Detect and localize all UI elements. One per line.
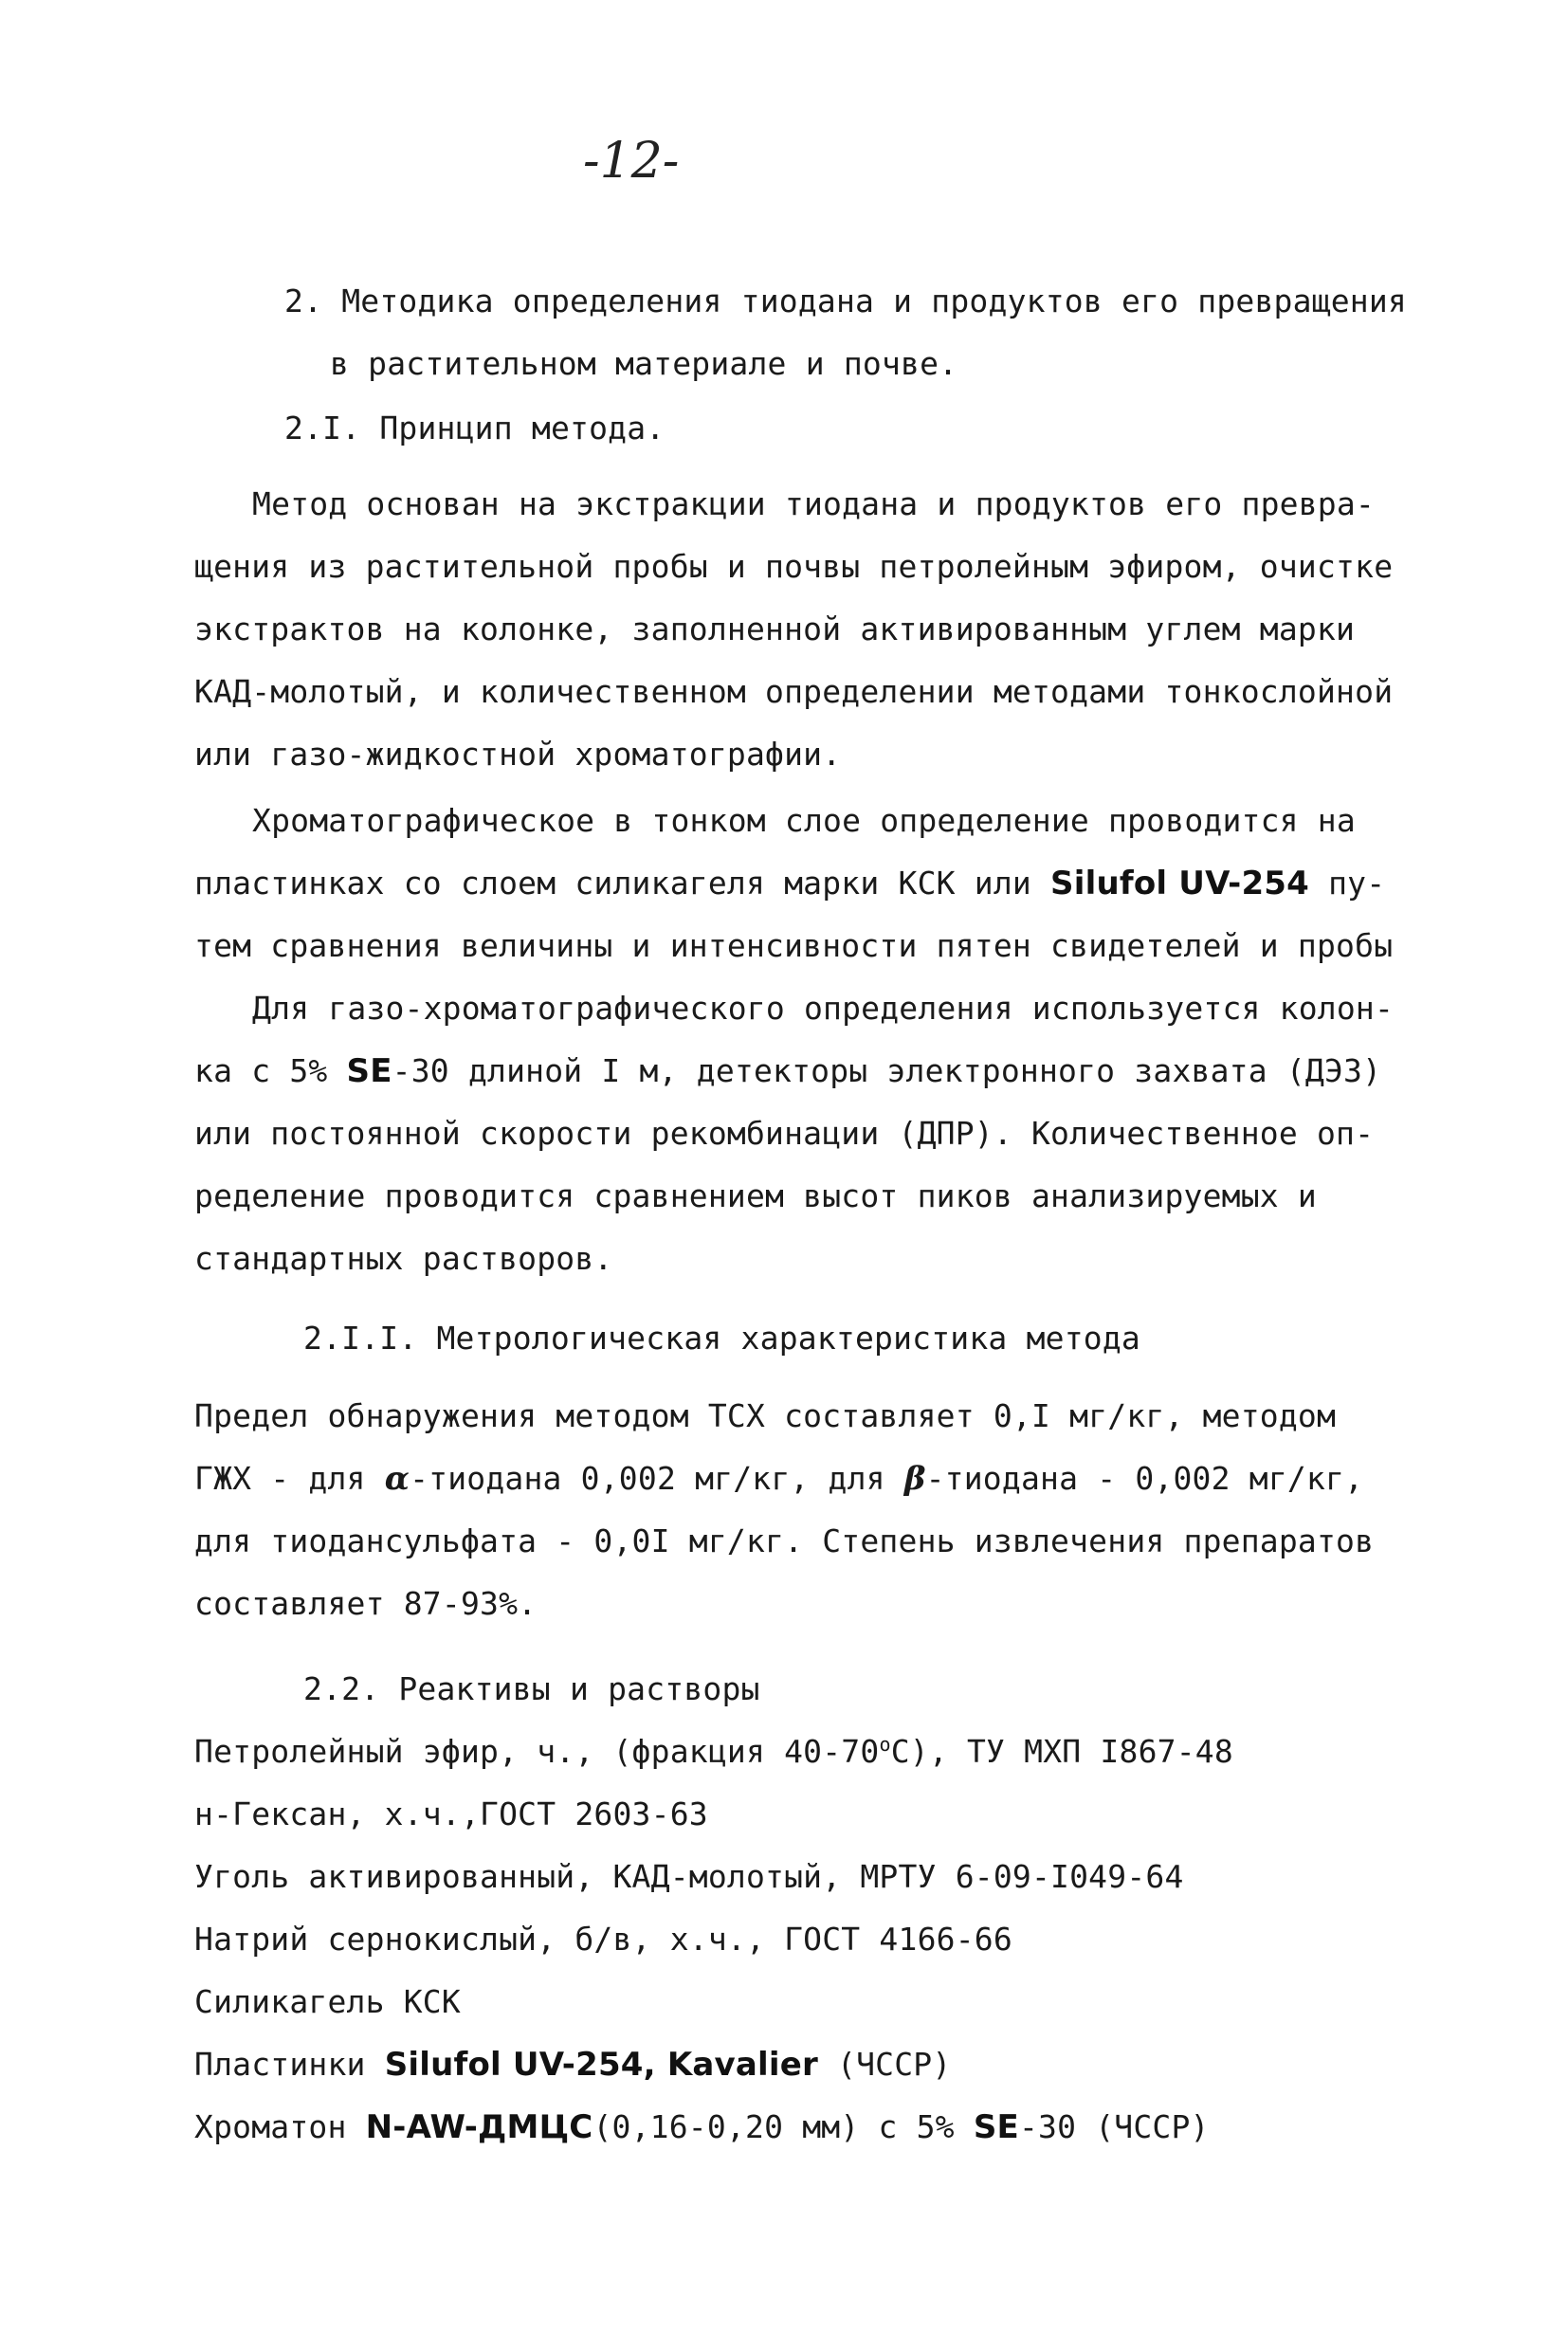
paragraph-3-line-4: ределение проводится сравнением высот пиков анализируемых и — [194, 1177, 1317, 1214]
paragraph-1-line-1: Метод основан на экстракции тиодана и продуктов его превра- — [252, 485, 1375, 522]
alpha-symbol: α — [384, 1460, 410, 1498]
reagent-item-6 — [194, 2046, 951, 2084]
reagent-item-7 — [194, 2108, 1210, 2146]
metrology-line-2-text-b: -тиодана 0,002 мг/кг, для — [410, 1460, 904, 1497]
section-2-1-1-title: 2.I.I. Метрологическая характеристика метода — [303, 1320, 1140, 1357]
section-2-2-title: 2.2. Реактивы и растворы — [303, 1670, 760, 1707]
metrology-line-2-text-a: ГЖХ - для — [194, 1460, 385, 1497]
reagent-item-4: Натрий сернокислый, б/в, х.ч., ГОСТ 4166-66 — [194, 1921, 1012, 1958]
paragraph-3-line-3: или постоянной скорости рекомбинации (ДПР). Количественное оп- — [194, 1115, 1375, 1152]
reagent-item-1 — [194, 1733, 1233, 1771]
paragraph-1-line-3: экстрактов на колонке, заполненной активированным углем марки — [194, 611, 1356, 647]
silufol-kavalier-handwritten: Silufol UV-254, Kavalier — [384, 2046, 818, 2084]
section-2-1-title: 2.I. Принцип метода. — [284, 410, 665, 447]
silufol-handwritten: Silufol UV-254 — [1050, 865, 1310, 902]
paragraph-2-line-3: тем сравнения величины и интенсивности пятен свидетелей и пробы — [194, 927, 1394, 964]
reagent-item-6-text-a: Пластинки — [194, 2046, 385, 2083]
degree-superscript: о — [879, 1733, 891, 1756]
paragraph-2-line-2-text-a: пластинках со слоем силикагеля марки КСК или — [194, 865, 1051, 902]
paragraph-1-line-5: или газо-жидкостной хроматографии. — [194, 736, 842, 773]
beta-symbol: β — [903, 1460, 926, 1498]
paragraph-1-line-2: щения из растительной пробы и почвы петролейным эфиром, очистке — [194, 548, 1394, 585]
paragraph-3-line-2-text-a: ка с 5% — [194, 1052, 347, 1089]
paragraph-2-line-2 — [194, 865, 1385, 902]
metrology-line-3: для тиодансульфата - 0,0I мг/кг. Степень извлечения препаратов — [194, 1522, 1375, 1559]
reagent-item-2: н-Гексан, х.ч.,ГОСТ 2603-63 — [194, 1795, 708, 1832]
reagent-item-1-text-a: Петролейный эфир, ч., (фракция 40-70 — [194, 1733, 880, 1770]
metrology-line-2 — [194, 1460, 1363, 1498]
metrology-line-4: составляет 87-93%. — [194, 1585, 538, 1622]
reagent-item-5: Силикагель КСК — [194, 1983, 461, 2020]
paragraph-3-line-5: стандартных растворов. — [194, 1240, 613, 1277]
paragraph-3-line-1: Для газо-хроматографического определения используется колон- — [252, 990, 1395, 1027]
page-number: -12- — [583, 133, 680, 190]
reagent-item-7-text-c: -30 (ЧССР) — [1018, 2108, 1210, 2145]
paragraph-2-line-1: Хроматографическое в тонком слое определение проводится на — [252, 802, 1356, 839]
reagent-item-6-text-b: (ЧССР) — [817, 2046, 952, 2083]
reagent-item-1-text-b: С), ТУ МХП I867-48 — [890, 1733, 1233, 1770]
metrology-line-1: Предел обнаружения методом ТСХ составляет 0,I мг/кг, методом — [194, 1397, 1337, 1434]
metrology-line-2-text-c: -тиодана - 0,002 мг/кг, — [925, 1460, 1364, 1497]
se-handwritten-2: SE — [973, 2108, 1019, 2146]
reagent-item-7-text-a: Хроматон — [194, 2108, 366, 2145]
reagent-item-3: Уголь активированный, КАД-молотый, МРТУ 6-09-I049-64 — [194, 1858, 1184, 1895]
paragraph-1-line-4: КАД-молотый, и количественном определении методами тонкослойной — [194, 673, 1394, 710]
paragraph-2-line-2-text-b: пу- — [1309, 865, 1386, 902]
section-2-title-line-2: в растительном материале и почве. — [330, 345, 958, 382]
se-handwritten: SE — [346, 1052, 392, 1090]
reagent-item-7-text-b: (0,16-0,20 мм) с 5% — [593, 2108, 974, 2145]
paragraph-3-line-2 — [194, 1052, 1381, 1090]
section-2-title-line-1: 2. Методика определения тиодана и продуктов его превращения — [284, 282, 1407, 319]
paragraph-3-line-2-text-b: -30 длиной I м, детекторы электронного захвата (ДЭЗ) — [392, 1052, 1382, 1089]
n-aw-dmcs-handwritten: N-AW-ДМЦС — [365, 2108, 593, 2146]
